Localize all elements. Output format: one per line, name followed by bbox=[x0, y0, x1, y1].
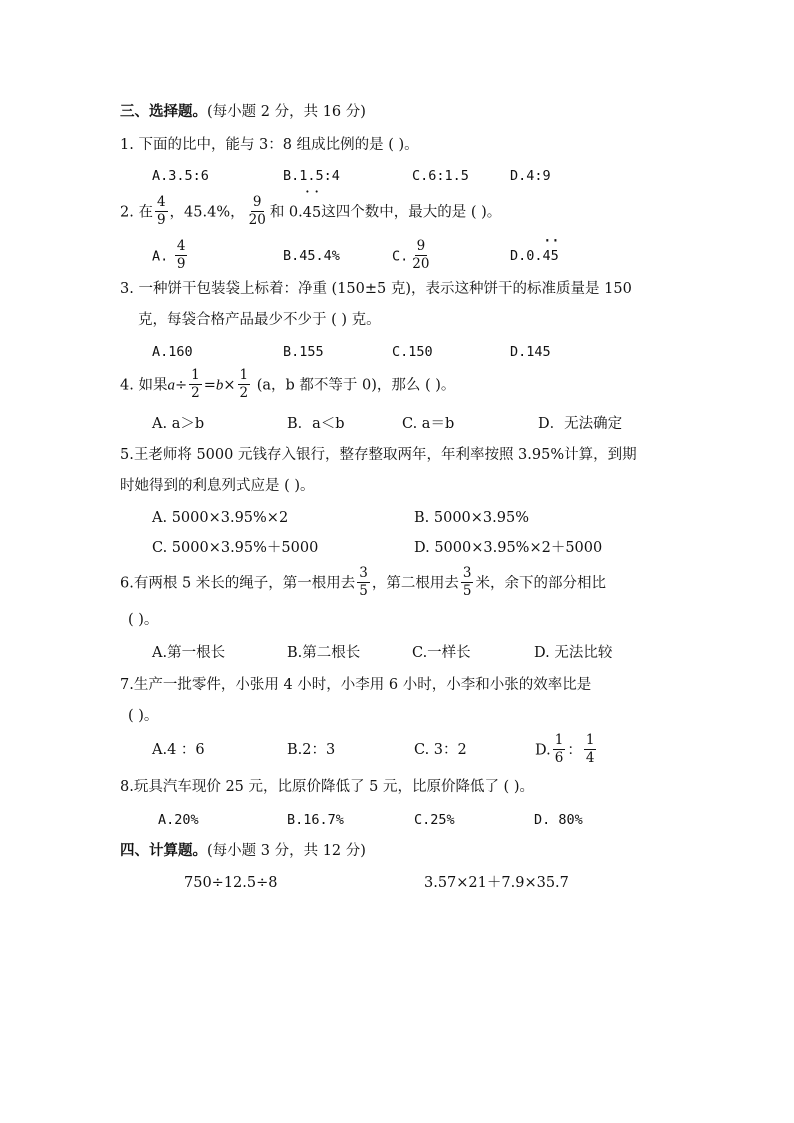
question-6-line-2: ( )。 bbox=[128, 612, 159, 628]
question-4-text bbox=[120, 369, 455, 402]
q3-option-a[interactable]: A.160 bbox=[152, 344, 193, 360]
q4-fraction-1 bbox=[189, 368, 202, 401]
q2-optc-den: 20 bbox=[412, 256, 430, 272]
q7-optd-f1-den: 6 bbox=[554, 750, 564, 766]
q6-f1-den: 5 bbox=[359, 583, 368, 599]
q1-option-b[interactable]: B.1.5:4 bbox=[283, 168, 340, 184]
calc-expression-1: 750÷12.5÷8 bbox=[184, 875, 278, 891]
q2-mid2: 和 0. bbox=[269, 204, 303, 221]
q5-option-d[interactable]: D. 5000×3.95%×2＋5000 bbox=[414, 540, 603, 556]
q6-option-c[interactable]: C.一样长 bbox=[412, 645, 471, 661]
q7-optd-f1-num: 1 bbox=[554, 732, 564, 748]
q2-optd-digit-2: · 5 bbox=[551, 246, 559, 266]
q5-option-a[interactable]: A. 5000×3.95%×2 bbox=[152, 510, 289, 526]
q6-option-d[interactable]: D. 无法比较 bbox=[534, 645, 613, 661]
q2-option-c-fraction bbox=[410, 239, 431, 272]
q2-f1-num: 4 bbox=[156, 194, 166, 210]
q2-option-c-label: C. bbox=[392, 248, 409, 265]
q8-option-b[interactable]: B.16.7% bbox=[287, 812, 344, 828]
q1-option-a[interactable]: A.3.5:6 bbox=[152, 168, 209, 184]
q6-f2-den: 5 bbox=[462, 583, 472, 599]
q6-option-a[interactable]: A.第一根长 bbox=[152, 645, 226, 661]
question-5-line-2: 时她得到的利息列式应是 ( )。 bbox=[120, 478, 315, 494]
section-3-heading: 三、选择题。 bbox=[120, 103, 207, 120]
question-7-line-1: 7.生产一批零件，小张用 4 小时，小李用 6 小时，小李和小张的效率比是 bbox=[120, 677, 592, 693]
question-2-text bbox=[120, 196, 501, 229]
q7-option-d-label: D. bbox=[535, 742, 551, 759]
q4-option-b[interactable]: B．a＜b bbox=[287, 416, 345, 432]
q4-option-c[interactable]: C. a＝b bbox=[402, 416, 455, 432]
q8-option-c[interactable]: C.25% bbox=[414, 812, 455, 828]
q4-times: × bbox=[223, 377, 236, 394]
q2-optd-digit-1: · 4 bbox=[543, 246, 551, 266]
q4-f2-den: 2 bbox=[239, 385, 249, 401]
q7-option-a[interactable]: A.4 ：6 bbox=[152, 742, 205, 758]
q4-option-d[interactable]: D．无法确定 bbox=[538, 416, 623, 432]
q2-option-a-label: A. bbox=[152, 248, 169, 265]
section-4-heading: 四、计算题。 bbox=[120, 842, 207, 859]
question-3-line-1: 3. 一种饼干包装袋上标着：净重 (150±5 克)，表示这种饼干的标准质量是 150 bbox=[120, 281, 632, 297]
q7-optd-f2-num: 1 bbox=[585, 732, 595, 748]
q2-opta-den: 9 bbox=[176, 256, 186, 272]
q2-repeat-digit-1: · 4 bbox=[303, 197, 312, 229]
q4-var-a: a bbox=[167, 377, 175, 394]
q2-mid1: ，45.4%， bbox=[169, 204, 245, 221]
q4-eq: = bbox=[203, 377, 216, 394]
q7-optd-f2-den: 4 bbox=[585, 750, 595, 766]
q6-fraction-1 bbox=[357, 566, 370, 599]
q5-option-b[interactable]: B. 5000×3.95% bbox=[414, 510, 529, 526]
q6-option-b[interactable]: B.第二根长 bbox=[287, 645, 361, 661]
q6-f2-num: 3 bbox=[462, 565, 472, 581]
q6-fraction-2 bbox=[461, 566, 474, 599]
section-3-note: (每小题 2 分，共 16 分) bbox=[207, 104, 366, 120]
q2-option-a-fraction bbox=[175, 239, 188, 272]
q2-fraction-4-9 bbox=[155, 195, 168, 228]
q4-fraction-2 bbox=[238, 368, 251, 401]
question-1-text: 1. 下面的比中，能与 3：8 组成比例的是 ( )。 bbox=[120, 137, 419, 153]
q7-optd-fraction-1 bbox=[553, 733, 566, 766]
q2-fraction-9-20 bbox=[247, 195, 268, 228]
q2-optc-num: 9 bbox=[416, 238, 426, 254]
question-3-line-2: 克，每袋合格产品最少不少于 ( ) 克。 bbox=[138, 312, 381, 328]
q4-var-b: b bbox=[215, 377, 224, 394]
q2-option-d-label: D.0. bbox=[510, 248, 543, 264]
q7-optd-fraction-2 bbox=[584, 733, 597, 766]
calc-expression-2: 3.57×21＋7.9×35.7 bbox=[424, 875, 569, 891]
q2-option-c[interactable] bbox=[392, 240, 433, 273]
q3-option-b[interactable]: B.155 bbox=[283, 344, 324, 360]
q3-option-d[interactable]: D.145 bbox=[510, 344, 551, 360]
q7-option-b[interactable]: B.2：3 bbox=[287, 742, 336, 758]
q6-prefix: 6.有两根 5 米长的绳子，第一根用去 bbox=[120, 575, 356, 592]
q2-option-b[interactable]: B.45.4% bbox=[283, 248, 340, 264]
question-6-line-1 bbox=[120, 567, 606, 600]
q2-f2-den: 20 bbox=[248, 212, 266, 228]
q4-f1-den: 2 bbox=[191, 385, 200, 401]
section-3-title bbox=[120, 102, 366, 122]
q2-option-d[interactable] bbox=[510, 246, 559, 266]
q8-option-d[interactable]: D. 80% bbox=[534, 812, 583, 828]
q2-suffix: 这四个数中，最大的是 ( )。 bbox=[321, 204, 502, 221]
q5-option-c[interactable]: C. 5000×3.95%＋5000 bbox=[152, 540, 319, 556]
q2-option-a[interactable] bbox=[152, 240, 189, 273]
q6-mid: ，第二根用去 bbox=[371, 575, 459, 592]
q7-optd-colon: ： bbox=[567, 742, 582, 759]
q2-f1-den: 9 bbox=[156, 212, 166, 228]
question-7-line-2: ( )。 bbox=[128, 708, 159, 724]
section-4-title bbox=[120, 841, 366, 861]
q4-div: ÷ bbox=[174, 377, 188, 394]
q4-f1-num: 1 bbox=[191, 367, 200, 383]
q7-option-c[interactable]: C. 3：2 bbox=[414, 742, 467, 758]
q2-prefix: 2. 在 bbox=[120, 204, 153, 221]
section-4-note: (每小题 3 分，共 12 分) bbox=[207, 843, 366, 859]
q2-repeat-digit-2: · 5 bbox=[312, 197, 321, 229]
q7-option-d[interactable] bbox=[535, 734, 598, 767]
q2-f2-num: 9 bbox=[252, 194, 262, 210]
q1-option-c[interactable]: C.6:1.5 bbox=[412, 168, 469, 184]
q2-opta-num: 4 bbox=[176, 238, 186, 254]
q4-prefix: 4. 如果 bbox=[120, 377, 168, 394]
q1-option-d[interactable]: D.4:9 bbox=[510, 168, 551, 184]
q4-f2-num: 1 bbox=[239, 367, 249, 383]
q3-option-c[interactable]: C.150 bbox=[392, 344, 433, 360]
q8-option-a[interactable]: A.20% bbox=[158, 812, 199, 828]
q4-option-a[interactable]: A. a＞b bbox=[152, 416, 205, 432]
question-8-text: 8.玩具汽车现价 25 元，比原价降低了 5 元，比原价降低了 ( )。 bbox=[120, 779, 534, 795]
q6-f1-num: 3 bbox=[359, 565, 368, 581]
q4-suffix: (a，b 都不等于 0)，那么 ( )。 bbox=[252, 377, 456, 394]
question-5-line-1: 5.王老师将 5000 元钱存入银行，整存整取两年，年利率按照 3.95%计算，到期 bbox=[120, 447, 637, 463]
q6-suffix: 米，余下的部分相比 bbox=[475, 575, 606, 592]
